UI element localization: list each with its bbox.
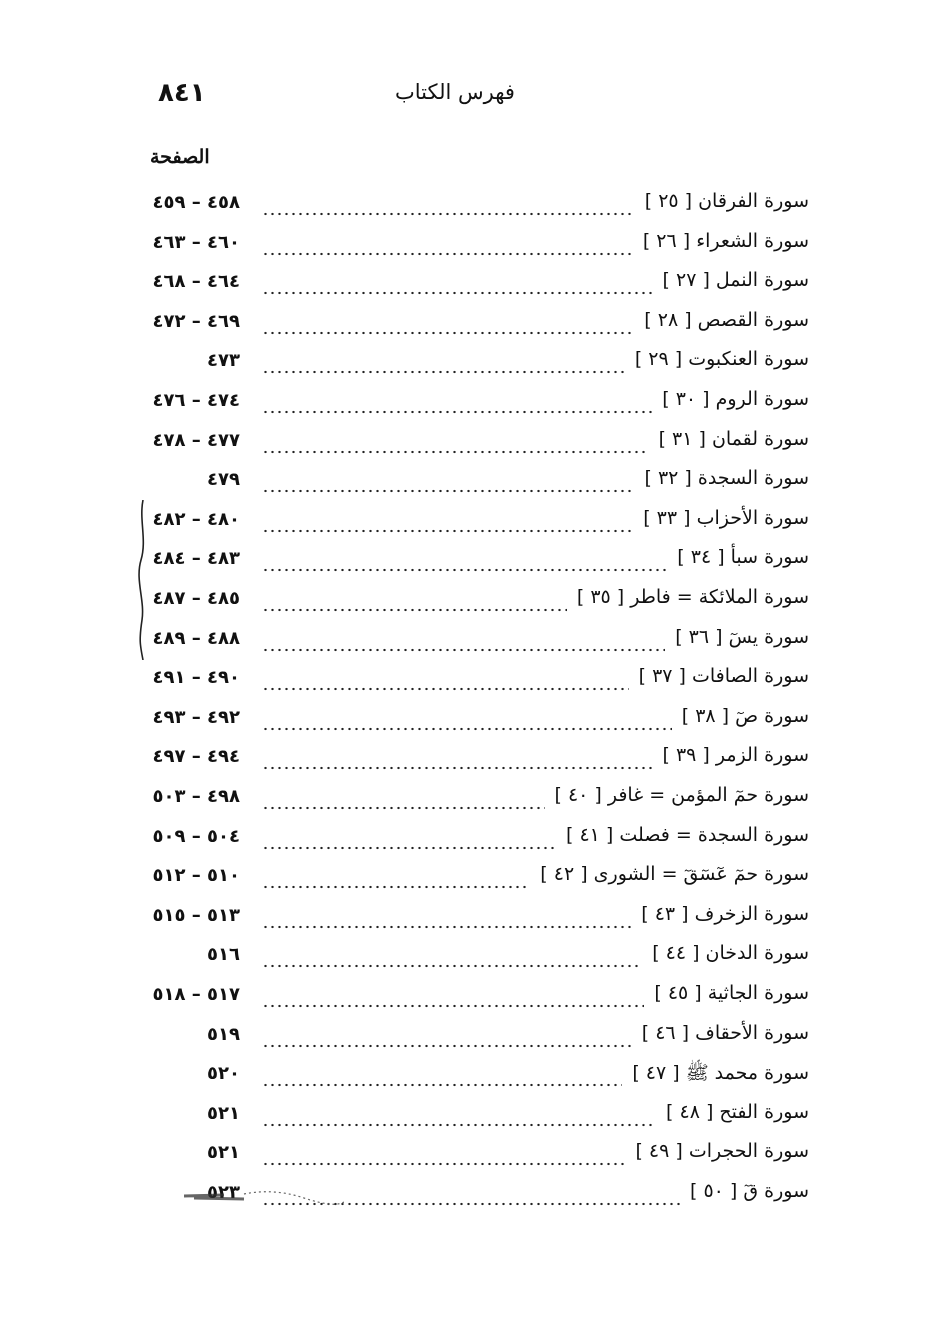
page-range: ٤٨٥ – ٤٨٧ [152, 588, 240, 609]
toc-row [0, 190, 949, 230]
dot-leader [262, 1162, 625, 1166]
toc-row [0, 784, 949, 824]
page-range: ٤٦٩ – ٤٧٢ [152, 311, 240, 332]
surah-title: سورة الفتح [ ٤٨ ] [666, 1101, 809, 1123]
surah-title: سورة حمٓ عٓسٓقٓ = الشورى [ ٤٢ ] [540, 863, 809, 885]
running-title: فهرس الكتاب [395, 80, 515, 104]
toc-row [0, 942, 949, 982]
dot-leader [262, 212, 635, 216]
surah-title: سورة الجاثية [ ٤٥ ] [654, 982, 809, 1004]
toc-row [0, 230, 949, 270]
surah-title: سورة الزخرف [ ٤٣ ] [641, 903, 809, 925]
surah-title: سورة الأحزاب [ ٣٣ ] [643, 507, 809, 529]
page-range: ٤٥٨ – ٤٥٩ [152, 192, 240, 213]
dot-leader [262, 1044, 632, 1048]
dot-leader [262, 410, 652, 414]
dot-leader [262, 1123, 656, 1127]
handwritten-margin-mark [133, 500, 153, 660]
page-range: ٤٩٠ – ٤٩١ [152, 667, 240, 688]
page-number: ٨٤١ [158, 78, 206, 108]
dot-leader [262, 291, 653, 295]
page-range: ٤٩٢ – ٤٩٣ [152, 707, 240, 728]
page-range: ٤٧٩ [207, 469, 240, 490]
dot-leader [262, 608, 567, 612]
toc-row [0, 1140, 949, 1180]
surah-title: سورة حمٓ المؤمن = غافر [ ٤٠ ] [554, 784, 809, 806]
dot-leader [262, 687, 629, 691]
surah-title: سورة الشعراء [ ٢٦ ] [642, 230, 809, 252]
surah-title: سورة القصص [ ٢٨ ] [644, 309, 809, 331]
page-range: ٥٢١ [207, 1142, 240, 1163]
surah-title: سورة الزمر [ ٣٩ ] [662, 744, 809, 766]
dot-leader [262, 925, 631, 929]
page-range: ٥٢١ [207, 1103, 240, 1124]
page-range: ٥٢٣ [207, 1182, 240, 1203]
dot-leader [262, 766, 653, 770]
toc-row [0, 903, 949, 943]
dot-leader [262, 331, 634, 335]
page-column-heading: الصفحة [150, 146, 210, 168]
page-range: ٤٧٧ – ٤٧٨ [152, 430, 240, 451]
dot-leader [262, 529, 633, 533]
toc-row [0, 665, 949, 705]
page-range: ٤٦٠ – ٤٦٣ [152, 232, 240, 253]
toc-row [0, 744, 949, 784]
surah-title: سورة السجدة [ ٣٢ ] [644, 467, 809, 489]
surah-title: سورة الصافات [ ٣٧ ] [638, 665, 809, 687]
toc-row [0, 705, 949, 745]
dot-leader [262, 846, 556, 850]
dot-leader [262, 370, 625, 374]
toc-row [0, 1180, 949, 1220]
surah-title: سورة الروم [ ٣٠ ] [662, 388, 809, 410]
toc-row [0, 1101, 949, 1141]
dot-leader [262, 252, 633, 256]
page-range: ٤٧٤ – ٤٧٦ [152, 390, 240, 411]
page-range: ٤٩٤ – ٤٩٧ [152, 746, 240, 767]
toc-row [0, 269, 949, 309]
surah-title: سورة النمل [ ٢٧ ] [662, 269, 809, 291]
surah-title: سورة لقمان [ ٣١ ] [658, 428, 809, 450]
toc-row [0, 309, 949, 349]
surah-title: سورة قٓ [ ٥٠ ] [689, 1180, 809, 1202]
toc-row [0, 428, 949, 468]
dot-leader [262, 568, 667, 572]
page-range: ٥١٩ [207, 1024, 240, 1045]
surah-title: سورة السجدة = فصلت [ ٤١ ] [566, 824, 809, 846]
toc-row [0, 1022, 949, 1062]
surah-title: سورة الفرقان [ ٢٥ ] [644, 190, 809, 212]
dot-leader [262, 806, 545, 810]
dot-leader [262, 1004, 644, 1008]
ink-smudge [184, 1186, 344, 1208]
toc-row [0, 863, 949, 903]
page-range: ٥١٣ – ٥١٥ [152, 905, 240, 926]
page-range: ٥١٠ – ٥١٢ [152, 865, 240, 886]
surah-title: سورة يسٓ [ ٣٦ ] [675, 626, 809, 648]
page-range: ٥٠٤ – ٥٠٩ [152, 826, 240, 847]
toc-row [0, 1061, 949, 1101]
page-range: ٤٨٠ – ٤٨٢ [152, 509, 240, 530]
dot-leader [262, 648, 665, 652]
toc-row [0, 388, 949, 428]
page-range: ٤٨٣ – ٤٨٤ [152, 548, 240, 569]
surah-title: سورة محمد ﷺ [ ٤٧ ] [632, 1062, 809, 1084]
surah-title: سورة الحجرات [ ٤٩ ] [635, 1140, 809, 1162]
surah-title: سورة سبأ [ ٣٤ ] [677, 546, 809, 568]
surah-title: سورة الدخان [ ٤٤ ] [652, 942, 809, 964]
surah-title: سورة الملائكة = فاطر [ ٣٥ ] [576, 586, 809, 608]
surah-title: سورة العنكبوت [ ٢٩ ] [634, 348, 809, 370]
surah-title: سورة صٓ [ ٣٨ ] [681, 705, 809, 727]
dot-leader [262, 727, 672, 731]
dot-leader [262, 489, 635, 493]
page-range: ٥١٦ [207, 944, 240, 965]
page-range: ٤٩٨ – ٥٠٣ [152, 786, 240, 807]
dot-leader [262, 964, 642, 968]
page-range: ٤٨٨ – ٤٨٩ [152, 628, 240, 649]
toc-row [0, 824, 949, 864]
toc-row [0, 982, 949, 1022]
dot-leader [262, 1083, 622, 1087]
page-range: ٤٧٣ [207, 350, 240, 371]
toc-row [0, 348, 949, 388]
page-range: ٥٢٠ [207, 1063, 240, 1084]
page-range: ٤٦٤ – ٤٦٨ [152, 271, 240, 292]
surah-title: سورة الأحقاف [ ٤٦ ] [641, 1022, 809, 1044]
page-range: ٥١٧ – ٥١٨ [152, 984, 240, 1005]
dot-leader [262, 450, 649, 454]
dot-leader [262, 885, 530, 889]
